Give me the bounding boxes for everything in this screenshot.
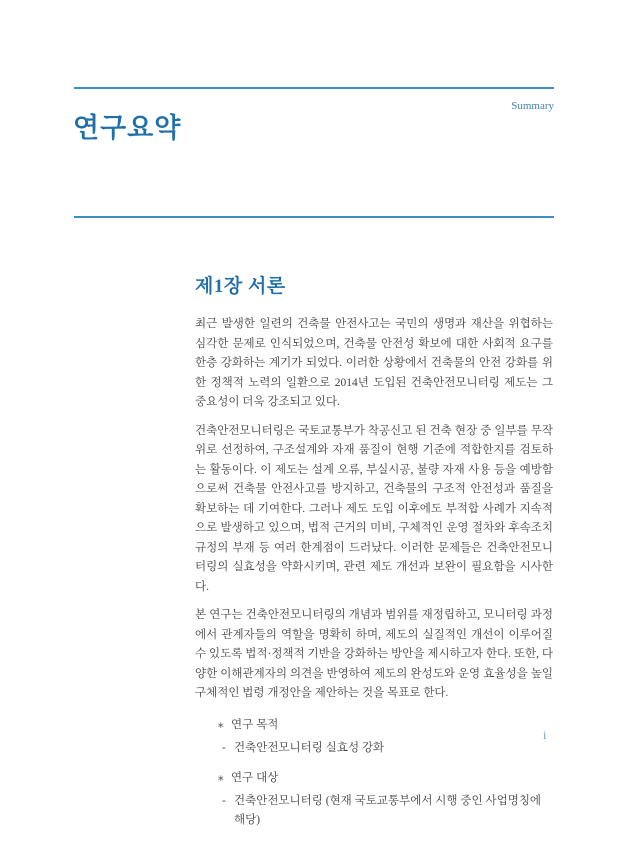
bullet-head xyxy=(195,716,553,736)
header-bottom-rule xyxy=(74,216,554,218)
paragraph-3: 본 연구는 건축안전모니터링의 개념과 범위를 재정립하고, 모니터링 과정에서 관계자들의 역할을 명확히 하며, 제도의 실질적인 개선이 이루어질 수 있도록 법적·정책적 기반을 강화하는 방안을 제시하고자 한다. 또한, 다양한 이해관계자의 의견을 반영하여 제도의 완성도와 운영 효율성을 높일 구체적인 법령 개정안을 제안하는 것을 목표로 한다. xyxy=(195,609,553,699)
page-number: i xyxy=(543,728,547,742)
bullet-label: 연구 목적 xyxy=(231,718,279,731)
bullet-sub-label: 건축안전모니터링 실효성 강화 xyxy=(234,741,385,754)
asterisk-bullet-icon: ∗ xyxy=(217,773,225,784)
page-title: 연구요약 xyxy=(73,113,182,144)
bullet-sub-item xyxy=(195,792,553,830)
paragraph-2: 건축안전모니터링은 국토교통부가 착공신고 된 건축 현장 중 일부를 무작위로 선정하여, 구조설계와 자재 품질이 현행 기준에 적합한지를 검토하는 활동이다. 이 제도는 설계 오류, 부실시공, 불량 자재 사용 등을 예방함으로써 건축물 안전사고를 방지하고, 건축물의 구조적 안전성과 품질을 확보하는 데 기여한다. 그러나 제도 도입 이후에도 부적합 사례가 지속적으로 발생하고 있으며, 법적 근거의 미비, 구체적인 운영 절차와 후속조치 규정의 부재 등 여러 한계점이 드러났다. 이러한 문제들은 건축안전모니터링의 실효성을 약화시키며, 관련 제도 개선과 보완이 필요함을 시사한다. xyxy=(195,424,553,593)
section-heading: 제1장 서론 xyxy=(195,276,286,297)
dash-bullet-icon: - xyxy=(222,741,226,754)
list-item xyxy=(195,716,553,758)
paragraph-1: 최근 발생한 일련의 건축물 안전사고는 국민의 생명과 재산을 위협하는 심각한 문제로 인식되었으며, 건축물 안전성 확보에 대한 사회적 요구를 한층 강화하는 계기가 되었다. 이러한 상황에서 건축물의 안전 강화를 위한 정책적 노력의 일환으로 2014년 도입된 건축안전모니터링 제도는 그 중요성이 더욱 강조되고 있다. xyxy=(195,318,553,408)
bullet-label: 연구 대상 xyxy=(231,771,279,784)
bullet-sub-label: 건축안전모니터링 (현재 국토교통부에서 시행 중인 사업명칭에 해당) xyxy=(234,794,542,826)
asterisk-bullet-icon: ∗ xyxy=(217,720,225,731)
header-top-rule xyxy=(74,87,554,89)
bullet-head xyxy=(195,769,553,789)
bullet-list xyxy=(195,716,553,830)
dash-bullet-icon: - xyxy=(222,794,226,807)
list-item xyxy=(195,769,553,830)
main-content xyxy=(195,274,553,841)
summary-label: Summary xyxy=(511,100,554,112)
bullet-sub-item xyxy=(195,739,553,758)
